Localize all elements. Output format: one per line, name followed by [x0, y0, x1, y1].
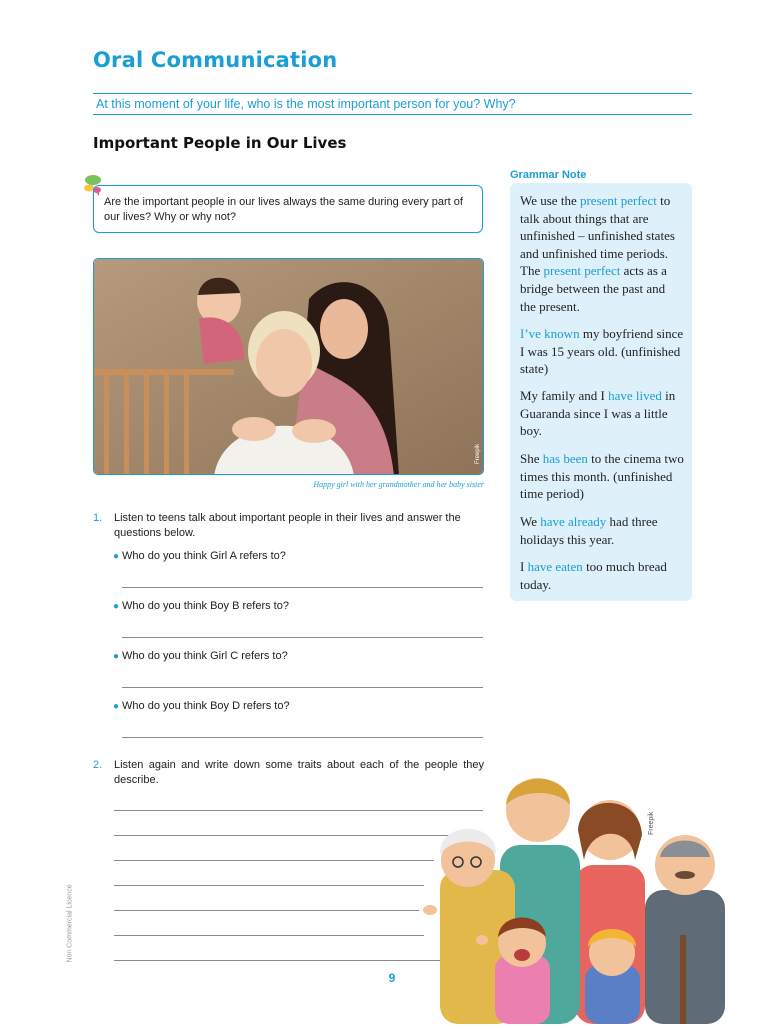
grammar-note-box	[510, 183, 692, 601]
question-girl-a: ● Who do you think Girl A refers to?	[113, 550, 286, 562]
answer-line-boy-d[interactable]	[122, 737, 483, 738]
writing-line[interactable]	[114, 935, 424, 936]
illustration-credit: Freepik	[648, 811, 655, 835]
lesson-title: Important People in Our Lives	[93, 134, 347, 152]
warmup-question: At this moment of your life, who is the most important person for you? Why?	[96, 97, 516, 111]
writing-line[interactable]	[114, 910, 419, 911]
answer-line-girl-a[interactable]	[122, 587, 483, 588]
licence-note: Non Commercial Licence	[66, 884, 74, 963]
discussion-box	[93, 185, 483, 233]
question-girl-c: ● Who do you think Girl C refers to?	[113, 650, 288, 662]
family-photo	[93, 258, 484, 475]
grammar-explanation: We use the present perfect to talk about things that are unfinished – unfinished states and unfinished time periods. The present perfect acts as a bridge between the past and the present.	[520, 193, 675, 314]
bullet-icon: ●	[113, 601, 120, 612]
bullet-icon: ●	[113, 551, 120, 562]
photo-credit: Freepik	[475, 443, 481, 464]
answer-line-girl-c[interactable]	[122, 687, 483, 688]
question-boy-d: ● Who do you think Boy D refers to?	[113, 700, 290, 712]
grammar-note-title: Grammar Note	[510, 169, 587, 181]
writing-line[interactable]	[114, 885, 424, 886]
photo-caption: Happy girl with her grandmother and her baby sister	[313, 480, 484, 489]
grammar-example-4: We have already had three holidays this year.	[520, 514, 658, 547]
answer-line-boy-b[interactable]	[122, 637, 483, 638]
grammar-example-2: My family and I have lived in Guaranda since I was a little boy.	[520, 388, 676, 439]
grammar-example-3: She has been to the cinema two times this month. (unfinished time period)	[520, 451, 684, 502]
exercise-2-instruction: Listen again and write down some traits about each of the people they describe.	[114, 759, 484, 786]
discussion-question: Are the important people in our lives always the same during every part of our lives? Why or why not?	[104, 196, 463, 223]
grammar-example-5: I have eaten too much bread today.	[520, 559, 667, 592]
family-illustration	[420, 765, 730, 1024]
exercise-1-number: 1.	[93, 512, 103, 524]
page-number: 9	[388, 971, 396, 985]
bullet-icon: ●	[113, 701, 120, 712]
bullet-icon: ●	[113, 651, 120, 662]
exercise-1-instruction: Listen to teens talk about important people in their lives and answer the questions below.	[114, 512, 461, 539]
writing-line[interactable]	[114, 860, 434, 861]
question-boy-b: ● Who do you think Boy B refers to?	[113, 600, 289, 612]
grammar-example-1: I’ve known my boyfriend since I was 15 years old. (unfinished state)	[520, 326, 684, 377]
exercise-2-number: 2.	[93, 759, 103, 771]
warmup-question-bar	[93, 93, 692, 115]
writing-line[interactable]	[114, 960, 454, 961]
section-title: Oral Communication	[93, 48, 338, 72]
